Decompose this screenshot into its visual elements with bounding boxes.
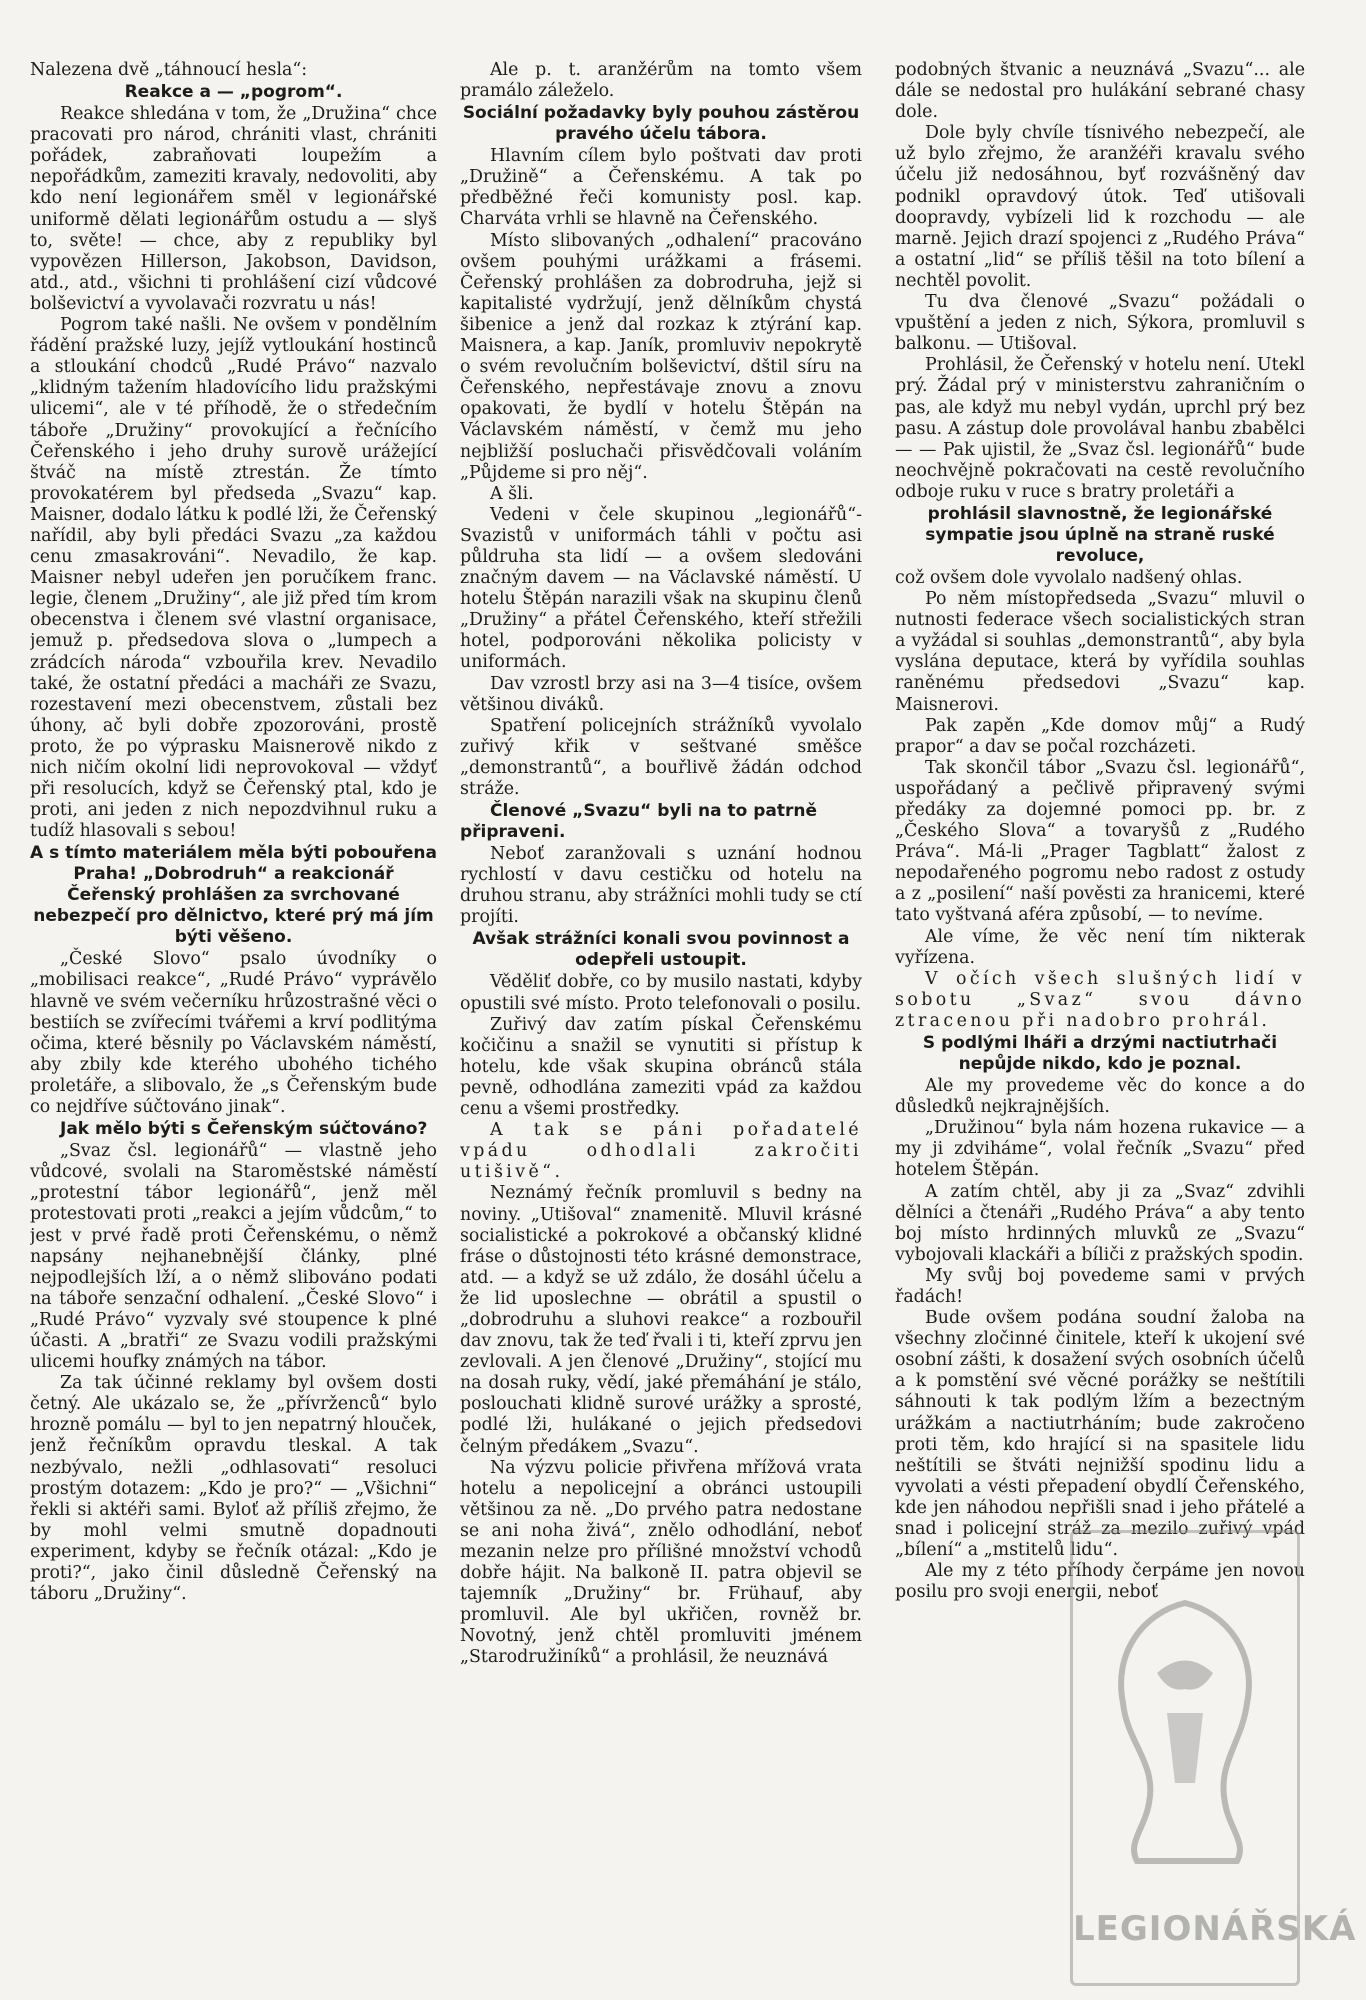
paragraph: Ale my z této příhody čerpáme jen novou posilu pro svoji energii, neboť bbox=[895, 1561, 1305, 1603]
paragraph: „Družinou“ byla nám hozena rukavice — a my ji zdviháme“, volal řečník „Svazu“ před hotelem Štěpán. bbox=[895, 1118, 1305, 1181]
paragraph: Tu dva členové „Svazu“ požádali o vpuštění a jeden z nich, Sýkora, promluvil s balkonu. — Utišoval. bbox=[895, 292, 1305, 355]
paragraph: „České Slovo“ psalo úvodníky o „mobilisaci reakce“, „Rudé Právo“ vyprávělo hlavně ve svém večerníku hrůzostrašné věci o bestiích se zvířecími tvářemi a krví podlitýma očima, které běsnily po Václavském náměstí, aby zbily kde kterého ubohého tichého proletáře, a slibovalo, že „s Čeřenským bude co nejdříve súčtováno jinak“. bbox=[30, 949, 437, 1118]
bold-heading: prohlásil slavnostně, že legionářské sympatie jsou úplně na straně ruské revoluce, bbox=[925, 503, 1275, 566]
bold-heading: Jak mělo býti s Čeřenským súčtováno? bbox=[60, 1119, 428, 1140]
paragraph: Ale my provedeme věc do konce a do důsledků nejkrajnějších. bbox=[895, 1076, 1305, 1118]
paragraph: Pogrom také našli. Ne ovšem v pondělním řádění pražské luzy, jejíž vytloukání hostinců a stloukání chodců „Rudé Právo“ nazvalo „klidným tažením hladovícího lidu pražskými ulicemi“, ale v té příhodě, že o středečním táboře „Družiny“ provokující a řečnícího Čeřenského i jeho druhy surově urážející štváč na místě ztrestán. Že tímto provokatérem byl předseda „Svazu“ kap. Maisner, dodalo látku k podlé lži, že Čeřenský nařídil, aby byli předáci Svazu „za každou cenu zmasakrováni“. Nevadilo, že kap. Maisner nebyl udeřen jen poručíkem franc. legie, členem „Družiny“, ale již před tím krom obecenstva i členem své vlastní organisace, jemuž p. předsedova slova o „lumpech a zrádcích národa“ vzbouřila krev. Nevadilo také, že ostatní předáci a macháři ze Svazu, rozestavení mezi obecenstvem, zůstali bez úhony, ač byli dobře zpozorováni, prostě proto, že po výprasku Maisnerově nikdo z nich ničím okolní lidi neprovokoval — vždyť při resolucích, když se Čeřenský ptal, kdo je proti, ani jeden z nich nepozdvihnul ruku a tudíž hlasovali s sebou! bbox=[30, 315, 437, 842]
paragraph: Po něm místopředseda „Svazu“ mluvil o nutnosti federace všech socialistických stran a vyžádal si souhlas „demonstrantů“, aby byla vyslána deputace, která by vyřídila souhlas raněnému předsedovi „Svazu“ kap. Maisnerovi. bbox=[895, 589, 1305, 715]
paragraph: Na výzvu policie přivřena mřížová vrata hotelu a nepolicejní a obránci ustoupili většinou za ně. „Do prvého patra nedostane se ani noha živá“, znělo odhodlání, neboť mezanin nelze pro přílišné množství vchodů dobře hájit. Na balkoně II. patra objevil se tajemník „Družiny“ br. Frühauf, aby promluvil. Ale byl ukřičen, rovněž br. Novotný, jenž chtěl promluviti jménem „Starodružiníků“ a prohlásil, že neuznává bbox=[460, 1457, 862, 1668]
paragraph: Hlavním cílem bylo poštvati dav proti „Družině“ a Čeřenskému. A tak po předběžné řeči komunisty posl. kap. Charváta vrhli se hlavně na Čeřenského. bbox=[460, 146, 862, 230]
spaced-paragraph: A tak se páni pořadatelé vpádu odhodlali zakročiti utišivě“. bbox=[460, 1120, 862, 1183]
paragraph: My svůj boj povedeme sami v prvých řadách! bbox=[895, 1265, 1305, 1307]
lion-emblem-icon bbox=[1097, 1593, 1273, 1873]
bold-heading: Reakce a — „pogrom“. bbox=[124, 82, 343, 103]
paragraph: Pak zapěn „Kde domov můj“ a Rudý prapor“ a dav se počal rozcházeti. bbox=[895, 715, 1305, 757]
paragraph: Dole byly chvíle tísnivého nebezpečí, ale už bylo zřejmo, že aranžéři kravalu svého účelu již nedosáhnou, byť rozvášněný dav podnikl opravdový útok. Teď utišovali doopravdy, vybízeli lid k rozchodu — ale marně. Jejich drazí spojenci z „Rudého Práva“ a ostatní „lid“ se příliš těšil na toto bílení a nechtěl povolit. bbox=[895, 123, 1305, 291]
paragraph: „Svaz čsl. legionářů“ — vlastně jeho vůdcové, svolali na Staroměstské náměstí „protestní tábor legionářů“, jenž měl protestovati proti „reakci a jejím vůdcům,“ to jest v prvé řadě proti Čeřenskému, o němž napsány nejhanebnější články, plné nejpodlejších lží, a o němž slibováno podati na táboře senzační odhalení. „České Slovo“ i „Rudé Právo“ vyzvaly své stoupence k plné účasti. A „bratři“ ze Svazu vodili pražskými ulicemi houfky známých na tábor. bbox=[30, 1141, 437, 1373]
paragraph: Za tak účinné reklamy byl ovšem dosti četný. Ale ukázalo se, že „přívrženců“ bylo hrozně pomálu — byl to jen nepatrný hlouček, jenž řečníkům opravdu tleskal. A tak nezbývalo, nežli „odhlasovati“ resoluci prostým dotazem: „Kdo je pro?“ — „Všichni“ řekli si aktéři sami. Byloť až příliš zřejmo, že by mohl velmi smutně dopadnouti experiment, kdyby se řečník otázal: „Kdo je proti?“, jako činil důsledně Čeřenský na táboru „Družiny“. bbox=[30, 1373, 437, 1605]
spaced-paragraph: V očích všech slušných lidí v sobotu „Svaz“ svou dávno ztracenou při nadobro prohrál. bbox=[895, 968, 1305, 1031]
paragraph: Neznámý řečník promluvil s bedny na noviny. „Utišoval“ znamenitě. Mluvil krásné socialistické a pokrokové a občanský klidné fráse o důstojnosti této krásné demonstrace, atd. — a když se už zdálo, že dosáhl účelu a že lid uposlechne — obrátil a spustil o „dobrodruhu a sluhovi reakce“ a rozbouřil dav znovu, tak že teď řvali i ti, kteří zprvu jen zevlovali. A jen členové „Družiny“, stojící mu na dosah ruky, vědí, jaké přemáhání je stálo, poslouchati klidně surové urážky a sprosté, podlé lži, hulákané o jejich předsedovi čelným předákem „Svazu“. bbox=[460, 1183, 862, 1457]
bold-heading: Avšak strážníci konali svou povinnost a odepřeli ustoupit. bbox=[472, 929, 850, 971]
paragraph: Dav vzrostl brzy asi na 3—4 tisíce, ovšem většinou diváků. bbox=[460, 673, 862, 715]
paragraph: Věděliť dobře, co by musilo nastati, kdyby opustili své místo. Proto telefonovali o posilu. bbox=[460, 972, 862, 1014]
stamp-text: LEGIONÁŘSKÁ bbox=[1073, 1909, 1357, 1949]
bold-heading: Sociální požadavky byly pouhou zástěrou pravého účelu tábora. bbox=[462, 103, 860, 145]
paragraph: Ale víme, že věc není tím nikterak vyřízena. bbox=[895, 926, 1305, 968]
paragraph: A šli. bbox=[490, 483, 534, 504]
paragraph: Vedeni v čele skupinou „legionářů“-Svazistů v uniformách táhli v počtu asi půldruha sta lidí — a ovšem sledováni značným davem — na Václavské náměstí. U hotelu Štěpán narazili však na skupinu členů „Družiny“ a přátel Čeřenského, kteří střežili hotel, podporováni několika policisty v uniformách. bbox=[460, 504, 862, 673]
paragraph: Spatření policejních strážníků vyvolalo zuřivý křik v seštvané směšce „demonstrantů“, a bouřlivě žádán odchod stráže. bbox=[460, 715, 862, 799]
paragraph: Bude ovšem podána soudní žaloba na všechny zločinné činitele, kteří k ukojení své osobní zášti, k dosažení svých osobních účelů a k pomstění své věcné porážky se neštítili sáhnouti k tak podlým lžím a bezectným urážkám a nactiutrháním; bude zakročeno proti těm, kdo hrající si na spasitele lidu neštítili se štváti nejnižší spodinu lidu a vyvolati a vésti přepadení obydlí Čeřenského, kde jen náhodou nepřišli snad i jeho přátelé a snad i policejní stráž za mezilo zuřivý vpád „bílení“ a „mstitelů lidu“. bbox=[895, 1308, 1305, 1561]
paragraph: Ale p. t. aranžérům na tomto všem pramálo záleželo. bbox=[460, 60, 862, 102]
text-column-1 bbox=[30, 60, 437, 1990]
paragraph: podobných štvanic a neuznává „Svazu“... ale dále se nedostal pro hulákání sebrané chasy dole. bbox=[895, 60, 1305, 123]
paragraph: Prohlásil, že Čeřenský v hotelu není. Utekl prý. Žádal prý v ministerstvu zahraničním o pas, ale když mu nebyl vydán, uprchl prý bez pasu. A zástup dole provolával hanbu zbabělci — — Pak ujistil, že „Svaz čsl. legionářů“ bude neochvějně pokračovati na cestě revolučního odboje ruku v ruce s bratry proletáři a bbox=[895, 355, 1305, 502]
paragraph: Tak skončil tábor „Svazu čsl. legionářů“, uspořádaný a pečlivě připravený svými předáky za dojemné pomoci pp. br. z „Českého Slova“ a tovaryšů z „Rudého Práva“. Má-li „Prager Tagblatt“ žalost z nepodařeného pogromu nebo radost z ostudy a z „posilení“ naší pověsti za hranicemi, které tato vyštvaná aféra způsobí, — to nevíme. bbox=[895, 757, 1305, 926]
paragraph: Neboť zaranžovali s uznání hodnou rychlostí v davu cestičku od hotelu na druhou stranu, aby strážníci mohli tudy se ctí projíti. bbox=[460, 844, 862, 928]
paragraph: Nalezena dvě „táhnoucí hesla“: bbox=[30, 60, 308, 80]
paragraph: A zatím chtěl, aby ji za „Svaz“ zdvihli dělníci a čtenáři „Rudého Práva“ a aby tento boj místo hrdinných mluvků ze „Svazu“ vybojovali klackáři a bíliči z pražských spodin. bbox=[895, 1181, 1305, 1265]
library-stamp bbox=[1070, 1530, 1357, 1986]
bold-heading: Členové „Svazu“ byli na to patrně připraveni. bbox=[460, 801, 818, 843]
paragraph: Zuřivý dav zatím pískal Čeřenskému kočičinu a snažil se vynutiti si přístup k hotelu, kde však skupina obránců stála pevně, odhodlána zameziti vpád za každou cenu a všemi prostředky. bbox=[460, 1014, 862, 1120]
bold-heading: S podlými lháři a drzými nactiutrhači nepůjde nikdo, kdo je poznal. bbox=[922, 1033, 1278, 1075]
paragraph: Místo slibovaných „odhalení“ pracováno ovšem pouhými urážkami a frásemi. Čeřenský prohlášen za dobrodruha, jejž si kapitalisté vydržují, jenž dělníkům chystá šibenice a jenž dal rozkaz k ztýrání kap. Maisnera, a kap. Janík, promluviv nepokrytě o svém revolučním bolševictví, dštil síru na Čeřenského, nepřestávaje znovu a znovu opakovati, že bydlí v hotelu Štěpán na Václavském náměstí, v čemž mu jeho nejbližší posluchači přisvědčovali voláním „Půjdeme si pro něj“. bbox=[460, 230, 862, 483]
paragraph: Reakce shledána v tom, že „Družina“ chce pracovati pro národ, chrániti vlast, chrániti pořádek, zabraňovati loupežím a nepořádkům, zameziti kravaly, nedovoliti, aby kdo není legionářem směl v legionářské uniformě dělati legionářům ostudu a — slyš to, světe! — chce, aby z republiky byl vypovězen Hillerson, Jakobson, Davidson, atd., atd., všichni ti prohlášení cizí vůdcové bolševictví a vyvolavači rozvratu u nás! bbox=[30, 104, 437, 314]
bold-heading: A s tímto materiálem měla býti pobouřena Praha! „Dobrodruh“ a reakcionář Čeřenský prohlášen za svrchované nebezpečí pro dělnictvo, které prý má jím býti věšeno. bbox=[30, 843, 437, 948]
paragraph: což ovšem dole vyvolalo nadšený ohlas. bbox=[895, 567, 1243, 588]
text-column-2 bbox=[460, 60, 862, 1990]
